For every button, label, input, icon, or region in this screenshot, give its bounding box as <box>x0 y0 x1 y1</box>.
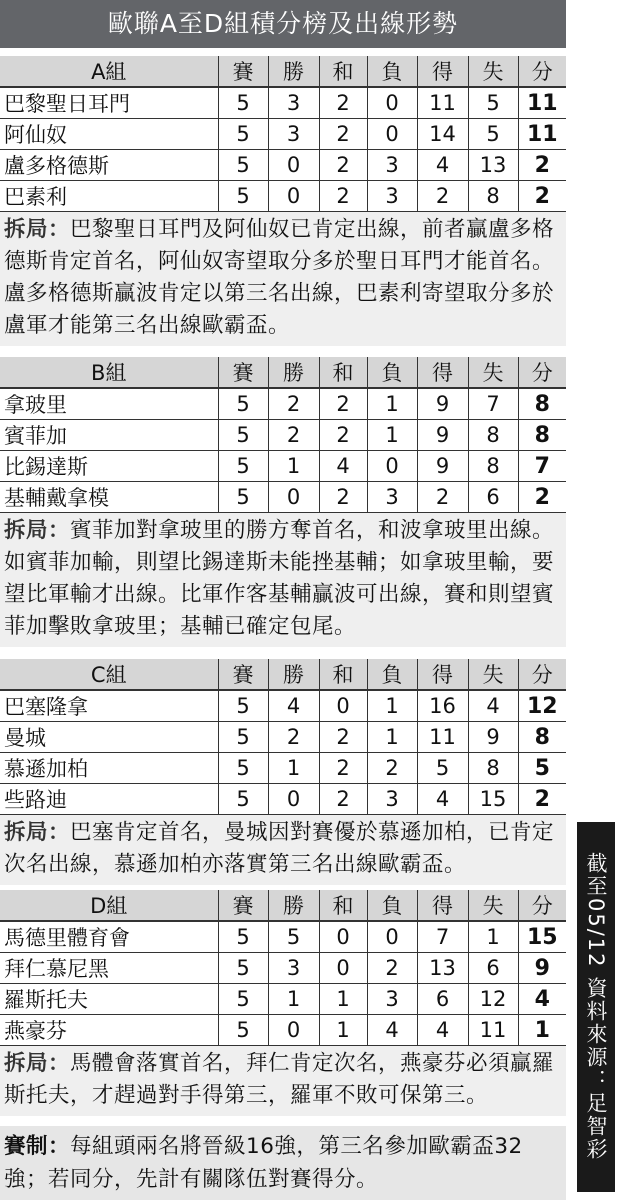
drawn: 2 <box>319 150 367 181</box>
lost: 0 <box>367 921 417 953</box>
goals-for: 5 <box>417 753 468 784</box>
goals-against: 5 <box>468 87 518 119</box>
lost: 4 <box>367 1015 417 1046</box>
col-won: 勝 <box>268 890 319 921</box>
drawn: 0 <box>319 690 367 722</box>
col-goals-against: 失 <box>468 890 518 921</box>
team-name: 馬德里體育會 <box>0 921 218 953</box>
table-header <box>0 56 566 87</box>
drawn: 2 <box>319 722 367 753</box>
goals-against: 8 <box>468 420 518 451</box>
won: 2 <box>268 388 319 420</box>
goals-for: 7 <box>417 921 468 953</box>
goals-against: 6 <box>468 953 518 984</box>
table-row <box>0 953 566 984</box>
table-header <box>0 890 566 921</box>
played: 5 <box>218 690 268 722</box>
won: 0 <box>268 482 319 513</box>
lost: 2 <box>367 953 417 984</box>
points: 4 <box>518 984 566 1015</box>
goals-for: 4 <box>417 150 468 181</box>
played: 5 <box>218 181 268 212</box>
played: 5 <box>218 150 268 181</box>
points: 5 <box>518 753 566 784</box>
col-drawn: 和 <box>319 357 367 388</box>
won: 1 <box>268 984 319 1015</box>
group-c <box>0 659 566 885</box>
col-drawn: 和 <box>319 890 367 921</box>
played: 5 <box>218 953 268 984</box>
played: 5 <box>218 753 268 784</box>
group-name: D組 <box>0 890 218 921</box>
col-won: 勝 <box>268 56 319 87</box>
goals-against: 15 <box>468 784 518 815</box>
standings-table <box>0 56 566 212</box>
drawn: 0 <box>319 953 367 984</box>
goals-against: 9 <box>468 722 518 753</box>
drawn: 1 <box>319 984 367 1015</box>
format-label: 賽制： <box>4 1134 71 1159</box>
group-d <box>0 890 566 1116</box>
standings-table <box>0 659 566 815</box>
drawn: 2 <box>319 119 367 150</box>
source-sidebar: 截至05/12 資料來源：足智彩 <box>577 822 615 1192</box>
lost: 3 <box>367 150 417 181</box>
col-lost: 負 <box>367 659 417 690</box>
points: 11 <box>518 87 566 119</box>
played: 5 <box>218 984 268 1015</box>
team-name: 基輔戴拿模 <box>0 482 218 513</box>
points: 2 <box>518 482 566 513</box>
goals-against: 4 <box>468 690 518 722</box>
format-text: 每組頭兩名將晉級16強，第三名參加歐霸盃32強；若同分，先計有關隊伍對賽得分。 <box>4 1134 523 1192</box>
team-name: 盧多格德斯 <box>0 150 218 181</box>
points: 9 <box>518 953 566 984</box>
team-name: 羅斯托夫 <box>0 984 218 1015</box>
drawn: 2 <box>319 482 367 513</box>
drawn: 2 <box>319 388 367 420</box>
played: 5 <box>218 784 268 815</box>
points: 8 <box>518 388 566 420</box>
lost: 1 <box>367 722 417 753</box>
played: 5 <box>218 1015 268 1046</box>
analysis-text: 巴黎聖日耳門及阿仙奴已肯定出線，前者贏盧多格德斯肯定首名，阿仙奴寄望取分多於聖日耳門才能首名。盧多格德斯贏波肯定以第三名出線，巴素利寄望取分多於盧軍才能第三名出線歐霸盃。 <box>4 217 555 338</box>
group-analysis <box>0 513 566 647</box>
team-name: 巴素利 <box>0 181 218 212</box>
lost: 1 <box>367 690 417 722</box>
col-goals-for: 得 <box>417 659 468 690</box>
col-lost: 負 <box>367 890 417 921</box>
group-analysis <box>0 815 566 885</box>
goals-for: 11 <box>417 87 468 119</box>
goals-for: 9 <box>417 388 468 420</box>
col-goals-for: 得 <box>417 56 468 87</box>
points: 1 <box>518 1015 566 1046</box>
table-row <box>0 784 566 815</box>
lost: 0 <box>367 119 417 150</box>
goals-for: 9 <box>417 420 468 451</box>
analysis-text: 馬體會落實首名，拜仁肯定次名，燕豪芬必須贏羅斯托夫，才趕過對手得第三，羅軍不敗可保第三。 <box>4 1051 555 1108</box>
played: 5 <box>218 921 268 953</box>
lost: 1 <box>367 388 417 420</box>
goals-for: 2 <box>417 181 468 212</box>
group-name: B組 <box>0 357 218 388</box>
won: 4 <box>268 690 319 722</box>
table-row <box>0 181 566 212</box>
won: 0 <box>268 1015 319 1046</box>
col-won: 勝 <box>268 357 319 388</box>
drawn: 2 <box>319 753 367 784</box>
won: 0 <box>268 784 319 815</box>
drawn: 2 <box>319 181 367 212</box>
goals-for: 4 <box>417 784 468 815</box>
played: 5 <box>218 722 268 753</box>
lost: 1 <box>367 420 417 451</box>
table-header <box>0 357 566 388</box>
goals-against: 8 <box>468 451 518 482</box>
col-drawn: 和 <box>319 659 367 690</box>
group-analysis <box>0 1046 566 1116</box>
drawn: 2 <box>319 420 367 451</box>
lost: 2 <box>367 753 417 784</box>
col-played: 賽 <box>218 890 268 921</box>
played: 5 <box>218 87 268 119</box>
won: 5 <box>268 921 319 953</box>
group-b <box>0 357 566 647</box>
points: 12 <box>518 690 566 722</box>
table-row <box>0 388 566 420</box>
points: 11 <box>518 119 566 150</box>
group-name: A組 <box>0 56 218 87</box>
table-row <box>0 690 566 722</box>
col-played: 賽 <box>218 56 268 87</box>
drawn: 0 <box>319 921 367 953</box>
team-name: 阿仙奴 <box>0 119 218 150</box>
table-header <box>0 659 566 690</box>
goals-against: 11 <box>468 1015 518 1046</box>
goals-against: 1 <box>468 921 518 953</box>
won: 0 <box>268 181 319 212</box>
analysis-label: 拆局： <box>4 1051 71 1076</box>
team-name: 比錫達斯 <box>0 451 218 482</box>
analysis-label: 拆局： <box>4 217 71 242</box>
points: 2 <box>518 150 566 181</box>
table-row <box>0 921 566 953</box>
col-won: 勝 <box>268 659 319 690</box>
played: 5 <box>218 119 268 150</box>
col-points: 分 <box>518 357 566 388</box>
group-analysis <box>0 212 566 346</box>
team-name: 巴塞隆拿 <box>0 690 218 722</box>
won: 1 <box>268 451 319 482</box>
table-row <box>0 1015 566 1046</box>
points: 8 <box>518 722 566 753</box>
goals-for: 4 <box>417 1015 468 1046</box>
team-name: 燕豪芬 <box>0 1015 218 1046</box>
goals-against: 8 <box>468 753 518 784</box>
col-played: 賽 <box>218 357 268 388</box>
points: 8 <box>518 420 566 451</box>
col-points: 分 <box>518 56 566 87</box>
page-title: 歐聯A至D組積分榜及出線形勢 <box>0 0 566 48</box>
table-row <box>0 119 566 150</box>
team-name: 拜仁慕尼黑 <box>0 953 218 984</box>
group-name: C組 <box>0 659 218 690</box>
standings-table <box>0 890 566 1046</box>
table-row <box>0 420 566 451</box>
goals-against: 13 <box>468 150 518 181</box>
lost: 0 <box>367 87 417 119</box>
goals-for: 9 <box>417 451 468 482</box>
points: 2 <box>518 181 566 212</box>
analysis-text: 賓菲加對拿玻里的勝方奪首名，和波拿玻里出線。如賓菲加輸，則望比錫達斯未能挫基輔；如拿玻里輸，要望比軍輸才出線。比軍作客基輔贏波可出線，賽和則望賓菲加擊敗拿玻里；基輔已確定包尾。 <box>4 518 555 639</box>
col-lost: 負 <box>367 56 417 87</box>
played: 5 <box>218 451 268 482</box>
played: 5 <box>218 388 268 420</box>
points: 15 <box>518 921 566 953</box>
col-goals-against: 失 <box>468 357 518 388</box>
won: 3 <box>268 953 319 984</box>
col-goals-for: 得 <box>417 357 468 388</box>
won: 3 <box>268 87 319 119</box>
table-row <box>0 150 566 181</box>
goals-for: 6 <box>417 984 468 1015</box>
goals-against: 5 <box>468 119 518 150</box>
analysis-text: 巴塞肯定首名，曼城因對賽優於慕遜加柏，已肯定次名出線，慕遜加柏亦落實第三名出線歐霸盃。 <box>4 820 555 877</box>
team-name: 曼城 <box>0 722 218 753</box>
standings-table <box>0 357 566 513</box>
table-row <box>0 984 566 1015</box>
won: 3 <box>268 119 319 150</box>
team-name: 拿玻里 <box>0 388 218 420</box>
lost: 0 <box>367 451 417 482</box>
won: 1 <box>268 753 319 784</box>
col-goals-for: 得 <box>417 890 468 921</box>
won: 0 <box>268 150 319 181</box>
won: 2 <box>268 722 319 753</box>
col-goals-against: 失 <box>468 56 518 87</box>
table-row <box>0 87 566 119</box>
points: 7 <box>518 451 566 482</box>
analysis-label: 拆局： <box>4 518 71 543</box>
goals-for: 11 <box>417 722 468 753</box>
drawn: 1 <box>319 1015 367 1046</box>
team-name: 賓菲加 <box>0 420 218 451</box>
lost: 3 <box>367 482 417 513</box>
goals-for: 16 <box>417 690 468 722</box>
drawn: 2 <box>319 87 367 119</box>
points: 2 <box>518 784 566 815</box>
team-name: 些路迪 <box>0 784 218 815</box>
table-row <box>0 722 566 753</box>
lost: 3 <box>367 984 417 1015</box>
goals-for: 14 <box>417 119 468 150</box>
lost: 3 <box>367 181 417 212</box>
team-name: 慕遜加柏 <box>0 753 218 784</box>
col-drawn: 和 <box>319 56 367 87</box>
tournament-format-note <box>0 1126 566 1200</box>
goals-against: 12 <box>468 984 518 1015</box>
col-points: 分 <box>518 890 566 921</box>
table-row <box>0 482 566 513</box>
played: 5 <box>218 420 268 451</box>
group-a <box>0 56 566 346</box>
played: 5 <box>218 482 268 513</box>
goals-against: 8 <box>468 181 518 212</box>
analysis-label: 拆局： <box>4 820 71 845</box>
goals-against: 7 <box>468 388 518 420</box>
goals-for: 2 <box>417 482 468 513</box>
col-played: 賽 <box>218 659 268 690</box>
table-row <box>0 451 566 482</box>
lost: 3 <box>367 784 417 815</box>
won: 2 <box>268 420 319 451</box>
goals-against: 6 <box>468 482 518 513</box>
table-row <box>0 753 566 784</box>
drawn: 2 <box>319 784 367 815</box>
col-lost: 負 <box>367 357 417 388</box>
col-points: 分 <box>518 659 566 690</box>
team-name: 巴黎聖日耳門 <box>0 87 218 119</box>
drawn: 4 <box>319 451 367 482</box>
col-goals-against: 失 <box>468 659 518 690</box>
goals-for: 13 <box>417 953 468 984</box>
